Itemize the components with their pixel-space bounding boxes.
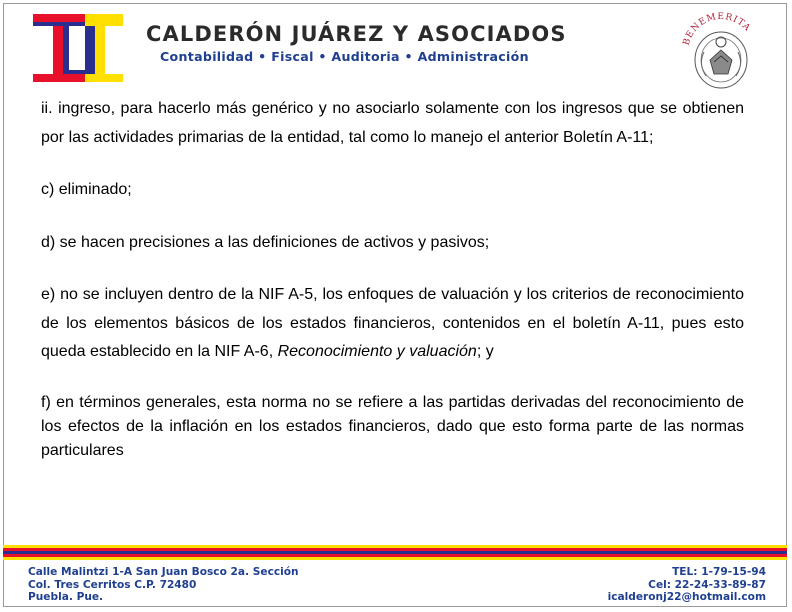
email-address: icalderonj22@hotmail.com (607, 591, 766, 603)
company-logo (33, 14, 123, 82)
brand-tagline: Contabilidad • Fiscal • Auditoria • Administración (160, 49, 529, 64)
brand-name: CALDERÓN JUÁREZ Y ASOCIADOS (146, 22, 567, 46)
paragraph-c: c) eliminado; (41, 181, 132, 198)
document-body (41, 95, 744, 487)
paragraph-ii: ii. ingreso, para hacerlo más genérico y no asociarlo solamente con los ingresos que se obtienen por las actividades primarias de la entidad, tal como lo manejo el anterior Boletín A-11; (41, 100, 744, 146)
footer-address (28, 566, 299, 604)
cell-number: Cel: 22-24-33-89-87 (648, 578, 766, 591)
paragraph-d: d) se hacen precisiones a las definiciones de activos y pasivos; (41, 233, 490, 251)
footer-stripes (3, 545, 787, 560)
paragraph-e (41, 281, 744, 367)
svg-text:BENEMERITA: BENEMERITA (681, 12, 753, 47)
paragraph-e-text: e) no se incluyen dentro de la NIF A-5, los enfoques de valuación y los criterios de reconocimiento de los elementos básicos de los estados financieros, contenidos en el boletín A-11, pues esto queda establecido en la NIF A-6, (41, 286, 744, 360)
paragraph-e-end: ; y (476, 343, 494, 360)
footer-contact (608, 566, 766, 604)
paragraph-e-italic: Reconocimiento y valuación (277, 343, 477, 360)
address-line: Col. Tres Cerritos C.P. 72480 (28, 578, 197, 591)
address-line: Calle Malintzi 1-A San Juan Bosco 2a. Sección (28, 566, 299, 578)
address-line: Puebla. Pue. (28, 591, 104, 603)
phone-number: TEL: 1-79-15-94 (672, 566, 766, 578)
university-seal (676, 12, 766, 92)
paragraph-f: f) en términos generales, esta norma no se refiere a las partidas derivadas del reconocimiento de los efectos de la inflación en los estados financieros, dado que esto forma parte de las normas particulares (41, 393, 744, 459)
